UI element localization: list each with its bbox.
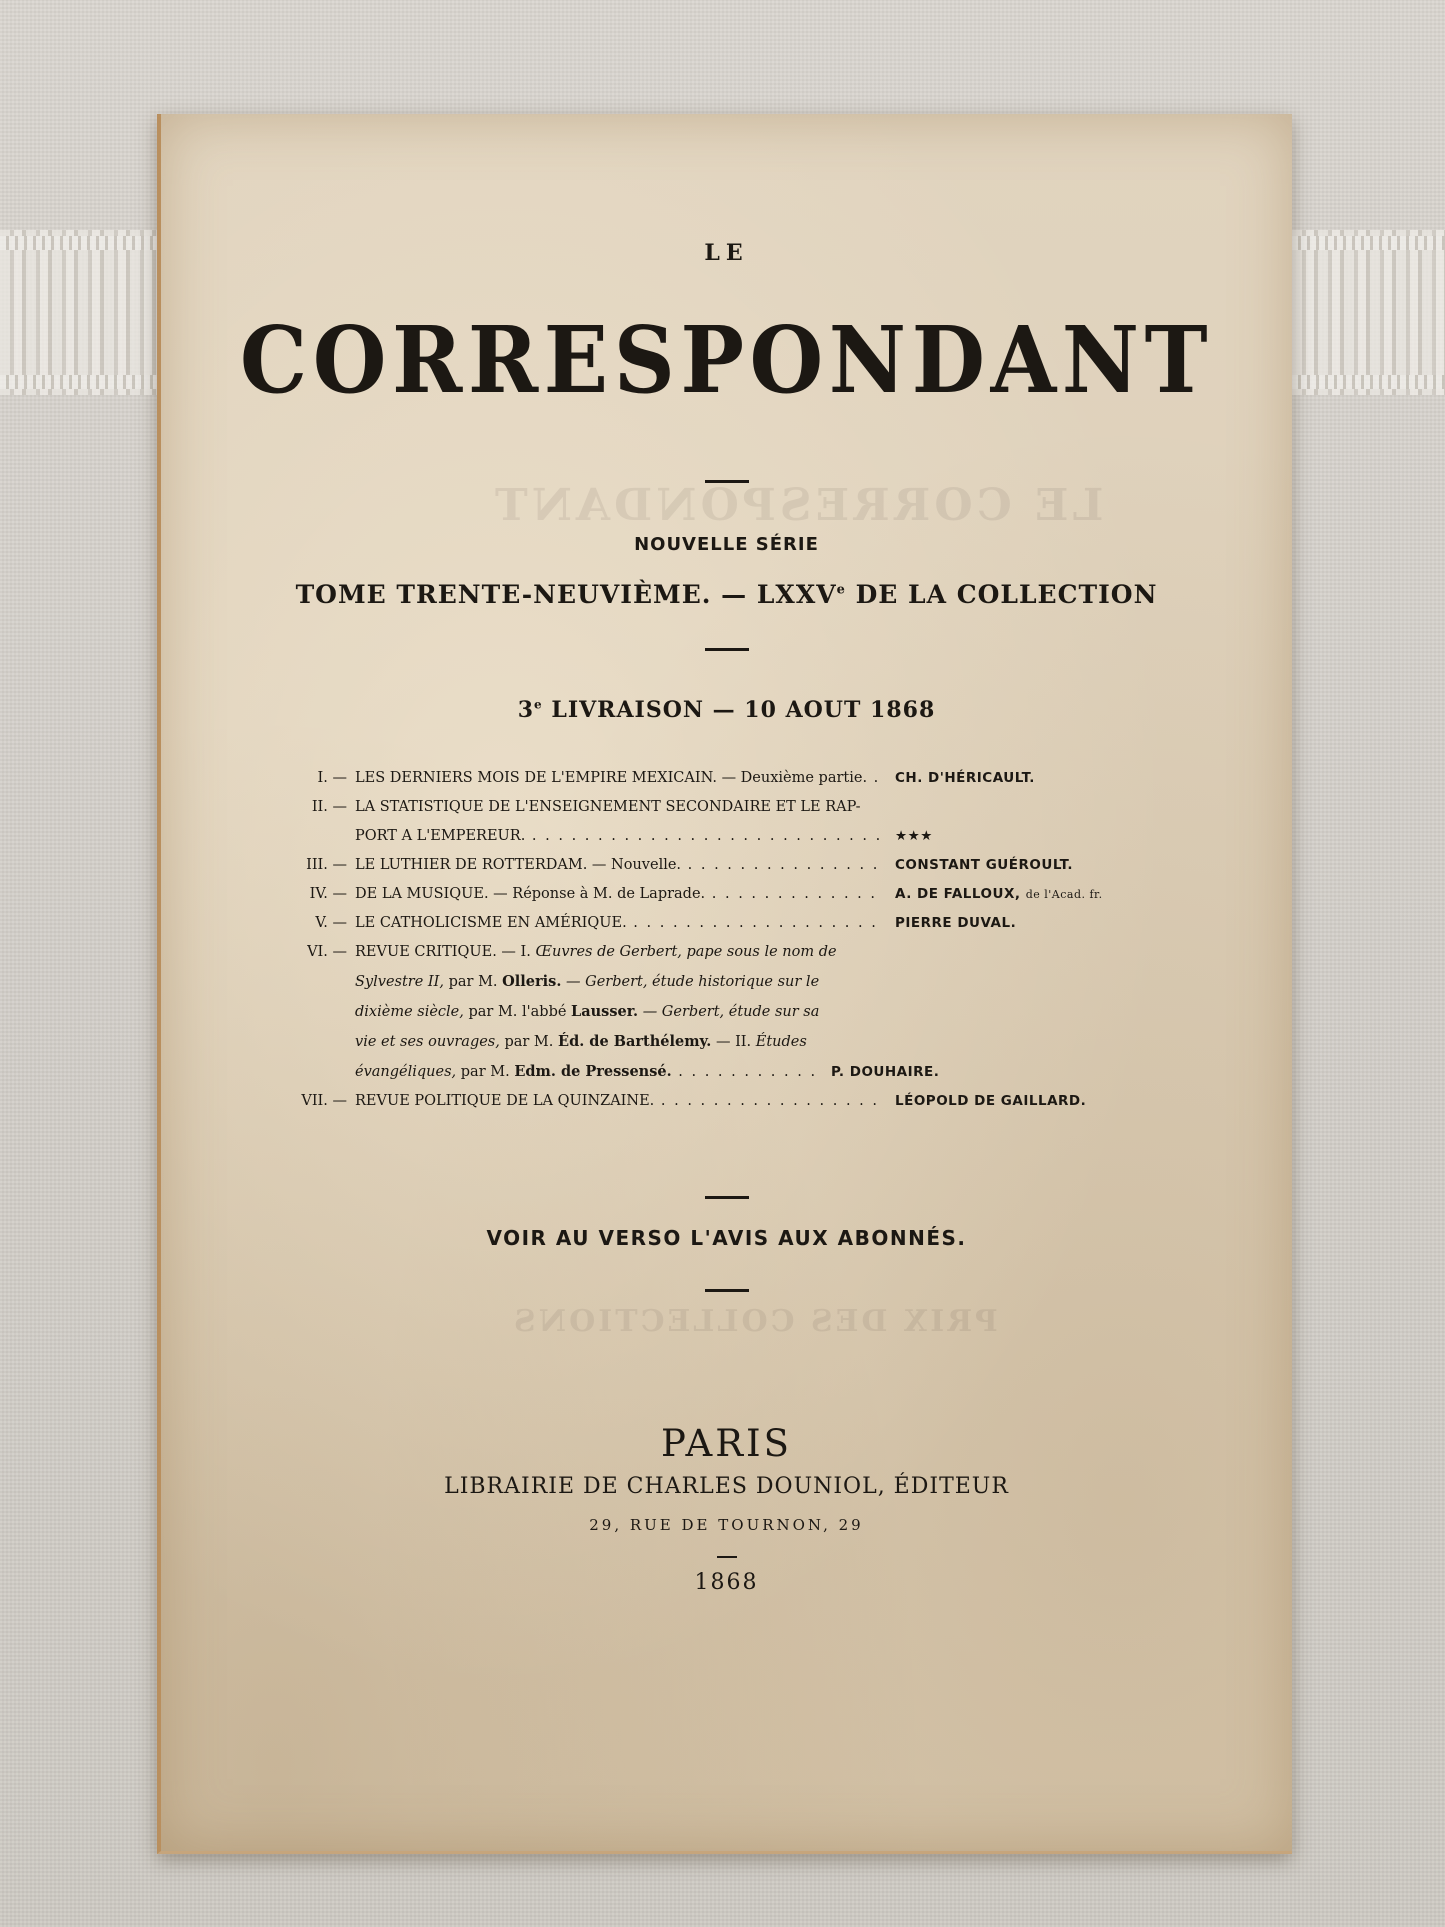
toc-text-part: REVUE CRITIQUE. — I. (355, 944, 536, 960)
tome-superscript: e (836, 582, 846, 598)
toc-text-part: par M. (499, 1034, 559, 1050)
series-label: NOUVELLE SÉRIE (634, 534, 819, 555)
imprint-publisher: LIBRAIRIE DE CHARLES DOUNIOL, ÉDITEUR (444, 1474, 1009, 1499)
toc-author: ★★★ (895, 828, 933, 844)
toc-author: P. DOUHAIRE. (831, 1064, 940, 1080)
issue-superscript: e (534, 697, 543, 712)
toc-entry-v (291, 909, 1221, 938)
toc-title: LE CATHOLICISME EN AMÉRIQUE. . . . (355, 909, 885, 938)
toc-author: CH. D'HÉRICAULT. (895, 770, 1035, 786)
bleed-through-text: LE CORRESPONDANT (491, 480, 1104, 531)
toc-number: VII. — (301, 1093, 347, 1109)
tome-prefix: TOME TRENTE-NEUVIÈME. — LXXV (295, 580, 837, 609)
toc-number: IV. — (309, 886, 347, 902)
toc-text-part: Œuvres de Gerbert, pape sous le nom de (535, 944, 837, 960)
toc-entry-vi-cont (291, 1057, 1221, 1087)
toc-text-part: vie et ses ouvrages, (355, 1034, 500, 1050)
toc-title (291, 1057, 821, 1087)
issue-number: 3 (517, 697, 535, 723)
toc-text-part: dixième siècle, (355, 1004, 464, 1020)
toc-author-note: de l'Acad. fr. (1025, 888, 1103, 901)
toc-title (291, 967, 885, 997)
toc-text-part: — Gerbert, étude sur sa (638, 1004, 820, 1020)
toc-number: II. — (311, 799, 347, 815)
divider-rule (705, 1196, 749, 1199)
toc-author: CONSTANT GUÉROULT. (895, 857, 1073, 873)
lace-border-left (0, 230, 165, 395)
toc-text-part: Sylvestre II, (355, 974, 444, 990)
toc-entry-i (291, 764, 1221, 793)
imprint-city: PARIS (660, 1422, 793, 1465)
tome-suffix: DE LA COLLECTION (845, 580, 1158, 609)
toc-title (291, 997, 885, 1027)
toc-text-part: Edm. de Pressensé. (514, 1063, 672, 1080)
toc-title: LES DERNIERS MOIS DE L'EMPIRE MEXICAIN. — Deuxième partie. . . . (355, 764, 885, 793)
lace-border-right (1292, 230, 1445, 395)
toc-author: PIERRE DUVAL. (895, 915, 1017, 931)
toc-author (885, 880, 1103, 909)
toc-entry-iii (291, 851, 1221, 880)
toc-text-part: Éd. de Barthélemy. (558, 1033, 712, 1050)
toc-title: DE LA MUSIQUE. — Réponse à M. de Laprade. . . . (355, 880, 885, 909)
toc-text-part: Études (755, 1034, 807, 1050)
toc-number: V. — (315, 915, 347, 931)
tome-line (161, 580, 1292, 609)
magazine-cover (157, 114, 1292, 1854)
bleed-through-text: PRIX DES COLLECTIONS (511, 1304, 998, 1339)
toc-entry-vi-cont (291, 997, 1221, 1027)
imprint-year: 1868 (694, 1570, 759, 1595)
imprint-address: 29, RUE DE TOURNON, 29 (589, 1516, 864, 1534)
toc-number: I. — (317, 770, 347, 786)
toc-title: LE LUTHIER DE ROTTERDAM. — Nouvelle. . . . (355, 851, 885, 880)
toc-title: LA STATISTIQUE DE L'ENSEIGNEMENT SECONDAIRE ET LE RAP- (355, 799, 861, 815)
divider-rule (705, 648, 749, 651)
toc-entry-ii (291, 793, 1221, 822)
toc-text-part: évangéliques, (355, 1064, 457, 1080)
masthead-title: CORRESPONDANT (239, 306, 1214, 414)
toc-author-name: A. DE FALLOUX, (895, 886, 1021, 902)
subscriber-notice: VOIR AU VERSO L'AVIS AUX ABONNÉS. (486, 1226, 967, 1250)
toc-entry-vi (291, 938, 1221, 967)
toc-entry-vi-cont (291, 1027, 1221, 1057)
issue-date: LIVRAISON — 10 AOUT 1868 (542, 697, 936, 723)
toc-text-part: par M. (444, 974, 503, 990)
toc-number: VI. — (307, 944, 347, 960)
toc-entry-vi-cont (291, 967, 1221, 997)
issue-line (161, 697, 1292, 723)
toc-text-part: Olleris. (502, 973, 562, 990)
divider-rule (717, 1556, 737, 1558)
toc-text-part: Lausser. (571, 1003, 639, 1020)
toc-text-part: — II. (711, 1034, 756, 1050)
toc-text-part: par M. (456, 1064, 515, 1080)
toc-entry-iv (291, 880, 1221, 909)
toc-title (291, 1027, 885, 1057)
toc-title (355, 938, 885, 967)
toc-number: III. — (306, 857, 347, 873)
masthead-le: LE (704, 240, 749, 266)
divider-rule (705, 480, 749, 483)
toc-author: LÉOPOLD DE GAILLARD. (895, 1093, 1087, 1109)
table-of-contents (291, 764, 1221, 1116)
toc-title: REVUE POLITIQUE DE LA QUINZAINE. . . . (355, 1087, 885, 1116)
toc-entry-vii (291, 1087, 1221, 1116)
toc-title: PORT A L'EMPEREUR. . . . (355, 822, 885, 851)
toc-text-part: par M. l'abbé (463, 1004, 572, 1020)
toc-text-part: — Gerbert, étude historique sur le (561, 974, 820, 990)
toc-entry-ii-cont (291, 822, 1221, 851)
divider-rule (705, 1289, 749, 1292)
